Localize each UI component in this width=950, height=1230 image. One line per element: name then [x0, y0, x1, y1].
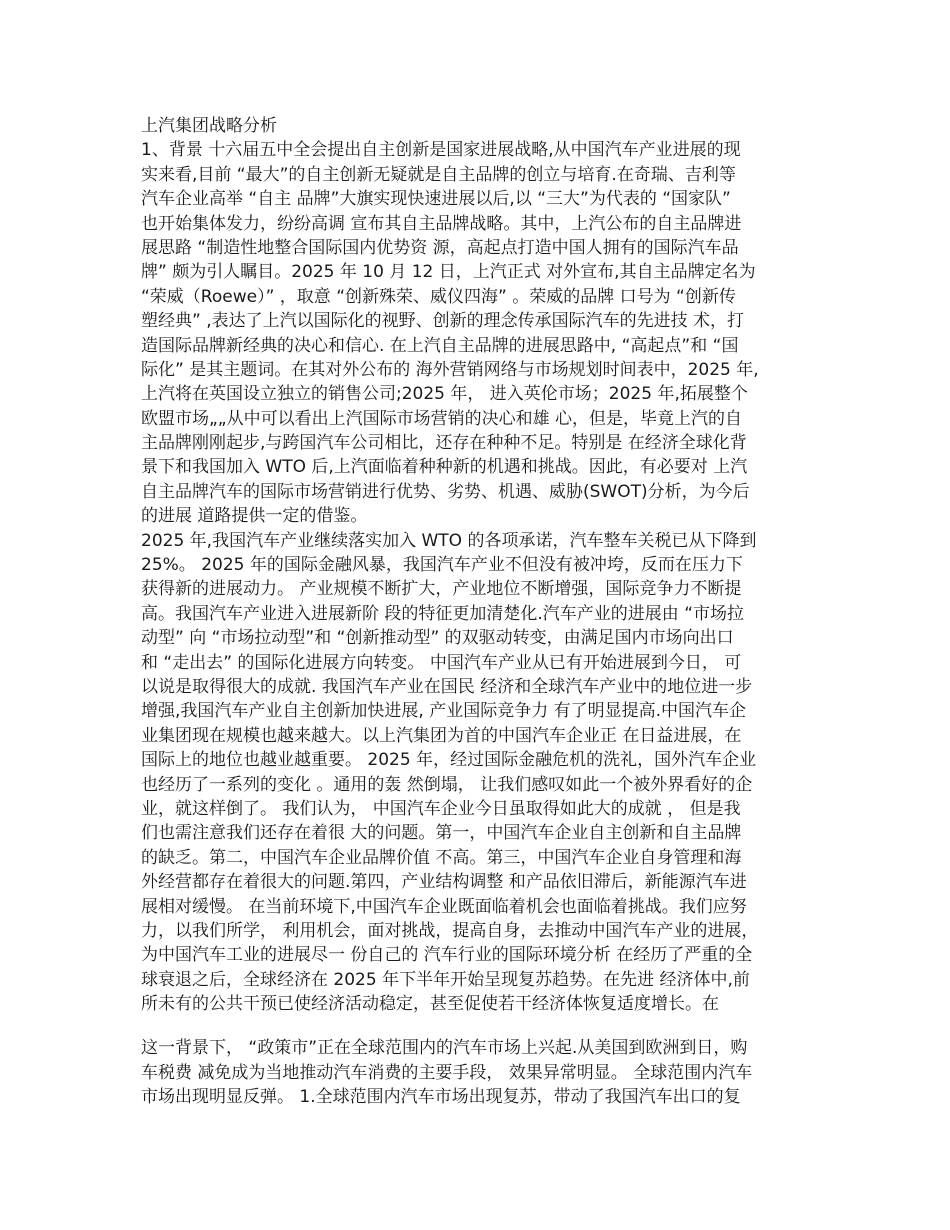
text-line: 25%。 2025 年的国际金融风暴，我国汽车产业不但没有被冲垮，反而在压力下: [141, 555, 743, 576]
text-line: 的缺乏。第二，中国汽车企业品牌价值 不高。第三，中国汽车企业自身管理和海: [141, 847, 742, 868]
text-line: 主品牌刚刚起步,与跨国汽车公司相比，还存在种种不足。特别是 在经济全球化背: [141, 433, 747, 454]
text-line: “荣威（Roewe）” ，取意 “创新殊荣、威仪四海” 。荣威的品牌 口号为 “创新传: [141, 286, 736, 307]
text-line: 牌” 颇为引人瞩目。2025 年 10 月 12 日，上汽正式 对外宣布,其自主品牌定名为: [141, 262, 756, 283]
text-line: 国际上的地位也越业越重要。 2025 年，经过国际金融危机的洗礼，国外汽车企业: [141, 750, 757, 771]
text-line: 为中国汽车工业的进展尽一 份自己的 汽车行业的国际环境分析 在经历了严重的全: [141, 945, 753, 966]
text-line: 际化” 是其主题词。在其对外公布的 海外营销网络与市场规划时间表中，2025 年,: [141, 359, 759, 380]
text-line: 这一背景下， “政策市”正在全球范围内的汽车市场上兴起.从美国到欧洲到日，购: [141, 1038, 748, 1059]
text-line: 力，以我们所学， 利用机会，面对挑战，提高自身，去推动中国汽车产业的进展，: [141, 920, 759, 941]
text-line: 景下和我国加入 WTO 后,上汽面临着种种新的机遇和挑战。因此，有必要对 上汽: [141, 457, 748, 478]
text-line: 自主品牌汽车的国际市场营销进行优势、劣势、机遇、威胁(SWOT)分析，为今后: [141, 481, 750, 502]
text-line: 汽车企业高举 “自主 品牌”大旗实现快速进展以后,以 “三大”为代表的 “国家队”: [141, 189, 731, 210]
text-line: 1、背景 十六届五中全会提出自主创新是国家进展战略,从中国汽车产业进展的现: [141, 140, 741, 161]
text-line: 展相对缓慢。 在当前环境下,中国汽车企业既面临着机会也面临着挑战。我们应努: [141, 896, 747, 917]
text-line: 获得新的进展动力。 产业规模不断扩大，产业地位不断增强，国际竞争力不断提: [141, 579, 742, 600]
text-line: 2025 年,我国汽车产业继续落实加入 WTO 的各项承诺，汽车整车关税已从下降到: [141, 530, 757, 551]
document-body: [141, 114, 821, 1110]
text-line: 高。我国汽车产业进入进展新阶 段的特征更加清楚化.汽车产业的进展由 “市场拉: [141, 603, 745, 624]
text-line: 业，就这样倒了。 我们认为， 中国汽车企业今日虽取得如此大的成就 ， 但是我: [141, 798, 741, 819]
text-line: 所未有的公共干预已使经济活动稳定，甚至促使若干经济体恢复适度增长。在: [141, 994, 719, 1015]
text-line: 动型” 向 “市场拉动型”和 “创新推动型” 的双驱动转变，由满足国内市场向出口: [141, 628, 734, 649]
paragraph-gap: [141, 1016, 821, 1036]
text-line: 外经营都存在着很大的问题.第四，产业结构调整 和产品依旧滞后，新能源汽车进: [141, 872, 747, 893]
text-line: 上汽将在英国设立独立的销售公司;2025 年， 进入英伦市场；2025 年,拓展整个: [141, 384, 748, 405]
text-line: 展思路 “制造性地整合国际国内优势资 源，高起点打造中国人拥有的国际汽车品: [141, 237, 739, 258]
text-line: 欧盟市场„„从中可以看出上汽国际市场营销的决心和雄 心，但是，毕竟上汽的自: [141, 408, 743, 429]
paragraph-block-1: [141, 138, 821, 1016]
text-line: 也经历了一系列的变化 。通用的轰 然倒塌， 让我们感叹如此一个被外界看好的企: [141, 774, 753, 795]
paragraph-block-2: [141, 1036, 821, 1109]
text-line: 和 “走出去” 的国际化进展方向转变。 中国汽车产业从已有开始进展到今日， 可: [141, 652, 742, 673]
document-title: 上汽集团战略分析: [141, 116, 277, 136]
text-line: 球衰退之后，全球经济在 2025 年下半年开始呈现复苏趋势。在先进 经济体中,前: [141, 969, 750, 990]
text-line: 增强,我国汽车产业自主创新加快进展, 产业国际竞争力 有了明显提高.中国汽车企: [141, 701, 747, 722]
text-line: 业集团现在规模也越来越大。以上汽集团为首的中国汽车企业正 在日益进展，在: [141, 725, 742, 746]
text-line: 以说是取得很大的成就. 我国汽车产业在国民 经济和全球汽车产业中的地位进一步: [141, 676, 753, 697]
text-line: 也开始集体发力，纷纷高调 宣布其自主品牌战略。其中，上汽公布的自主品牌进: [141, 213, 742, 234]
text-line: 们也需注意我们还存在着很 大的问题。第一，中国汽车企业自主创新和自主品牌: [141, 823, 742, 844]
text-line: 实来看,目前 “最大”的自主创新无疑就是自主品牌的创立与培育.在奇瑞、吉利等: [141, 164, 736, 185]
text-line: 的进展 道路提供一定的借鉴。: [141, 506, 368, 527]
text-line: 市场出现明显反弹。 1.全球范围内汽车市场出现复苏，带动了我国汽车出口的复: [141, 1087, 741, 1108]
text-line: 塑经典” ,表达了上汽以国际化的视野、创新的理念传承国际汽车的先进技 术，打: [141, 311, 745, 332]
text-line: 车税费 减免成为当地推动汽车消费的主要手段， 效果异常明显。 全球范围内汽车: [141, 1062, 753, 1083]
text-line: 造国际品牌新经典的决心和信心. 在上汽自主品牌的进展思路中, “高起点”和 “国: [141, 335, 739, 356]
